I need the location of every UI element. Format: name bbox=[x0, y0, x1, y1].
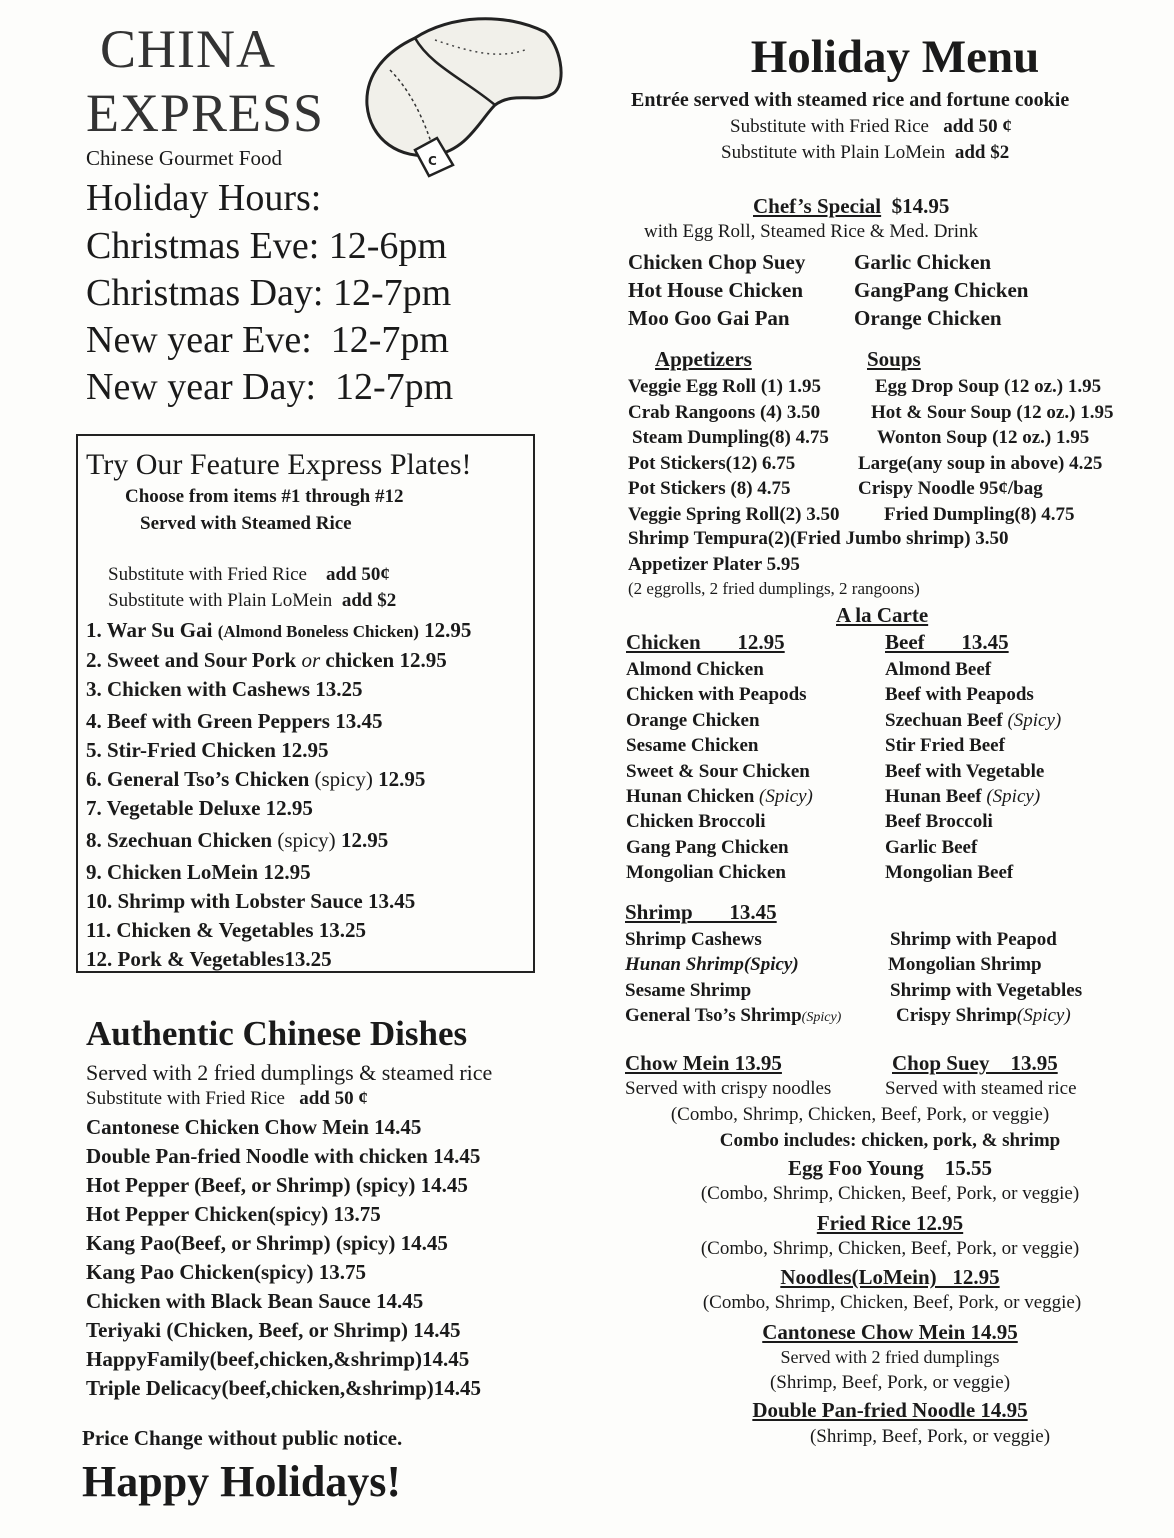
list-item: 11. Chicken & Vegetables 13.25 bbox=[86, 918, 367, 942]
list-item: Hot & Sour Soup (12 oz.) 1.95 bbox=[871, 401, 1114, 423]
list-item: 5. Stir-Fried Chicken 12.95 bbox=[86, 738, 329, 762]
holiday-sub3: Substitute with Plain LoMein add $2 bbox=[721, 142, 1010, 163]
logo-line2: EXPRESS bbox=[86, 83, 325, 143]
chicken-list bbox=[626, 657, 813, 886]
list-item: Chicken with Black Bean Sauce 14.45 bbox=[86, 1289, 424, 1313]
list-item: 1. War Su Gai (Almond Boneless Chicken) 12.95 bbox=[86, 618, 472, 642]
appetizers-title: Appetizers bbox=[655, 347, 752, 371]
chef-special-sub: with Egg Roll, Steamed Rice & Med. Drink bbox=[644, 221, 979, 242]
express-items-list bbox=[86, 616, 471, 974]
authentic-sub2: Substitute with Fried Rice add 50 ¢ bbox=[86, 1088, 368, 1109]
hours-row: New year Day: 12-7pm bbox=[86, 366, 454, 408]
list-item: Mongolian Shrimp bbox=[888, 954, 1042, 976]
holiday-sub2: Substitute with Fried Rice add 50 ¢ bbox=[730, 116, 1012, 137]
combo-list: (Combo, Shrimp, Chicken, Beef, Pork, or veggie) bbox=[670, 1104, 1050, 1125]
authentic-items-list bbox=[86, 1113, 481, 1403]
double-pan-fried-list: (Shrimp, Beef, Pork, or veggie) bbox=[809, 1426, 1051, 1447]
list-item: Garlic Chicken bbox=[854, 250, 992, 274]
list-item: Orange Chicken bbox=[626, 709, 760, 731]
list-item: Stir Fried Beef bbox=[885, 735, 1005, 757]
shrimp-title: Shrimp 13.45 bbox=[625, 900, 777, 924]
list-item: HappyFamily(beef,chicken,&shrimp)14.45 bbox=[86, 1347, 470, 1371]
hours-row: Christmas Day: 12-7pm bbox=[86, 272, 452, 314]
alacarte-title: A la Carte bbox=[836, 603, 929, 627]
list-item: Chicken Chop Suey bbox=[628, 250, 806, 274]
list-item: Moo Goo Gai Pan bbox=[628, 306, 790, 330]
list-item: Hunan Shrimp(Spicy) bbox=[625, 954, 799, 976]
express-subst2: Substitute with Plain LoMein add $2 bbox=[108, 590, 397, 611]
lomein: Noodles(LoMein) 12.95 bbox=[780, 1265, 1000, 1289]
express-sub1: Choose from items #1 through #12 bbox=[125, 486, 404, 507]
appetizers-list bbox=[628, 374, 839, 528]
list-item: Shrimp with Vegetables bbox=[890, 979, 1083, 1001]
combo-includes: Combo includes: chicken, pork, & shrimp bbox=[719, 1130, 1061, 1151]
hours-row: New year Eve: 12-7pm bbox=[86, 319, 449, 361]
list-item: Veggie Egg Roll (1) 1.95 bbox=[628, 376, 821, 397]
list-item: 3. Chicken with Cashews 13.25 bbox=[86, 677, 363, 701]
list-item: Shrimp Cashews bbox=[625, 929, 762, 950]
list-item: Gang Pang Chicken bbox=[626, 836, 789, 858]
beef-list bbox=[885, 657, 1061, 886]
chowmein-sub: Served with crispy noodles bbox=[625, 1078, 832, 1099]
list-item: Pot Stickers (8) 4.75 bbox=[628, 478, 791, 500]
list-item: Beef with Vegetable bbox=[885, 760, 1045, 782]
list-item: Almond Beef bbox=[885, 659, 992, 680]
authentic-sub1: Served with 2 fried dumplings & steamed rice bbox=[86, 1060, 493, 1085]
list-item: Cantonese Chicken Chow Mein 14.45 bbox=[86, 1115, 422, 1139]
list-item: Hunan Beef (Spicy) bbox=[885, 786, 1041, 808]
list-item: Chicken with Peapods bbox=[626, 684, 807, 706]
appetizer-plater-note: (2 eggrolls, 2 fried dumplings, 2 rangoons) bbox=[628, 579, 920, 598]
svg-text:C: C bbox=[428, 154, 437, 168]
chopsuey-sub: Served with steamed rice bbox=[885, 1078, 1077, 1099]
egg-foo-young-list: (Combo, Shrimp, Chicken, Beef, Pork, or veggie) bbox=[700, 1183, 1080, 1204]
list-item: Kang Pao(Beef, or Shrimp) (spicy) 14.45 bbox=[86, 1231, 448, 1255]
list-item: Sweet & Sour Chicken bbox=[626, 760, 810, 782]
list-item: 4. Beef with Green Peppers 13.45 bbox=[86, 709, 383, 733]
holiday-title: Holiday Menu bbox=[750, 31, 1040, 83]
list-item: 9. Chicken LoMein 12.95 bbox=[86, 860, 311, 884]
cantonese-chow-mein: Cantonese Chow Mein 14.95 bbox=[762, 1320, 1018, 1344]
list-item: 6. General Tso’s Chicken (spicy) 12.95 bbox=[86, 767, 426, 791]
list-item: 12. Pork & Vegetables13.25 bbox=[86, 947, 332, 971]
list-item: Kang Pao Chicken(spicy) 13.75 bbox=[86, 1260, 367, 1284]
list-item: Veggie Spring Roll(2) 3.50 bbox=[628, 503, 840, 525]
list-item: Crab Rangoons (4) 3.50 bbox=[628, 401, 821, 423]
list-item: Teriyaki (Chicken, Beef, or Shrimp) 14.45 bbox=[86, 1318, 461, 1342]
list-item: Beef with Peapods bbox=[885, 684, 1034, 706]
list-item: Triple Delicacy(beef,chicken,&shrimp)14.45 bbox=[86, 1376, 482, 1400]
list-item: Garlic Beef bbox=[885, 836, 978, 858]
list-item: Steam Dumpling(8) 4.75 bbox=[632, 427, 829, 449]
list-item: Crispy Shrimp(Spicy) bbox=[896, 1005, 1071, 1027]
list-item: 2. Sweet and Sour Pork or chicken 12.95 bbox=[86, 648, 447, 672]
list-item: Large(any soup in above) 4.25 bbox=[858, 452, 1103, 474]
list-item: Sesame Chicken bbox=[626, 735, 759, 757]
express-sub2: Served with Steamed Rice bbox=[140, 513, 352, 534]
list-item: Mongolian Chicken bbox=[626, 862, 786, 884]
list-item: Hunan Chicken (Spicy) bbox=[626, 786, 813, 808]
chef-special-title: Chef’s Special $14.95 bbox=[753, 194, 950, 218]
cantonese-list: (Shrimp, Beef, Pork, or veggie) bbox=[769, 1372, 1011, 1393]
list-item: Hot Pepper (Beef, or Shrimp) (spicy) 14.45 bbox=[86, 1173, 468, 1197]
chowmein-title: Chow Mein 13.95 bbox=[625, 1051, 782, 1075]
egg-foo-young: Egg Foo Young 15.55 bbox=[787, 1156, 992, 1180]
chicken-title: Chicken 12.95 bbox=[626, 630, 785, 654]
holiday-sub1: Entrée served with steamed rice and fortune cookie bbox=[631, 89, 1070, 111]
list-item: Shrimp with Peapod bbox=[890, 929, 1057, 950]
chopsuey-title: Chop Suey 13.95 bbox=[892, 1051, 1058, 1075]
shrimp-tempura: Shrimp Tempura(2)(Fried Jumbo shrimp) 3.50 bbox=[628, 528, 1009, 549]
cantonese-sub: Served with 2 fried dumplings bbox=[780, 1347, 1000, 1367]
logo-line1: CHINA bbox=[100, 19, 276, 79]
list-item: Beef Broccoli bbox=[885, 811, 993, 833]
soups-list bbox=[858, 374, 1114, 528]
double-pan-fried: Double Pan-fried Noodle 14.95 bbox=[752, 1398, 1028, 1422]
list-item: Pot Stickers(12) 6.75 bbox=[628, 452, 796, 474]
fried-rice-list: (Combo, Shrimp, Chicken, Beef, Pork, or veggie) bbox=[700, 1238, 1080, 1259]
express-title: Try Our Feature Express Plates! bbox=[86, 448, 472, 481]
list-item: Sesame Shrimp bbox=[625, 979, 752, 1001]
fortune-cookie-icon bbox=[355, 10, 570, 180]
list-item: Egg Drop Soup (12 oz.) 1.95 bbox=[875, 376, 1102, 397]
list-item: Wonton Soup (12 oz.) 1.95 bbox=[877, 427, 1090, 449]
list-item: Almond Chicken bbox=[626, 659, 764, 680]
chef-special-left bbox=[628, 248, 805, 332]
hours-row: Christmas Eve: 12-6pm bbox=[86, 225, 447, 267]
list-item: Orange Chicken bbox=[854, 306, 1002, 330]
list-item: 10. Shrimp with Lobster Sauce 13.45 bbox=[86, 889, 416, 913]
authentic-title: Authentic Chinese Dishes bbox=[86, 1014, 468, 1053]
hours-title: Holiday Hours: bbox=[86, 177, 322, 219]
list-item: Mongolian Beef bbox=[885, 862, 1014, 884]
list-item: 7. Vegetable Deluxe 12.95 bbox=[86, 796, 313, 820]
fried-rice: Fried Rice 12.95 bbox=[816, 1211, 964, 1235]
shrimp-right-list bbox=[890, 927, 1082, 1029]
list-item: Szechuan Beef (Spicy) bbox=[885, 709, 1062, 731]
soups-title: Soups bbox=[867, 347, 921, 371]
appetizer-plater: Appetizer Plater 5.95 bbox=[628, 554, 800, 575]
list-item: Double Pan-fried Noodle with chicken 14.45 bbox=[86, 1144, 481, 1168]
list-item: Hot House Chicken bbox=[628, 278, 804, 302]
list-item: General Tso’s Shrimp(Spicy) bbox=[625, 1005, 842, 1027]
list-item: Chicken Broccoli bbox=[626, 811, 766, 833]
list-item: 8. Szechuan Chicken (spicy) 12.95 bbox=[86, 828, 389, 852]
lomein-list: (Combo, Shrimp, Chicken, Beef, Pork, or veggie) bbox=[702, 1292, 1082, 1313]
list-item: Fried Dumpling(8) 4.75 bbox=[884, 503, 1075, 525]
happy-holidays: Happy Holidays! bbox=[82, 1457, 402, 1506]
logo-tagline: Chinese Gourmet Food bbox=[86, 146, 282, 170]
express-subst1: Substitute with Fried Rice add 50¢ bbox=[108, 564, 390, 585]
list-item: GangPang Chicken bbox=[854, 278, 1029, 302]
price-notice: Price Change without public notice. bbox=[82, 1426, 403, 1450]
list-item: Crispy Noodle 95¢/bag bbox=[858, 478, 1043, 500]
beef-title: Beef 13.45 bbox=[885, 630, 1009, 654]
chef-special-right bbox=[854, 248, 1028, 332]
shrimp-left-list bbox=[625, 927, 841, 1031]
list-item: Hot Pepper Chicken(spicy) 13.75 bbox=[86, 1202, 381, 1226]
